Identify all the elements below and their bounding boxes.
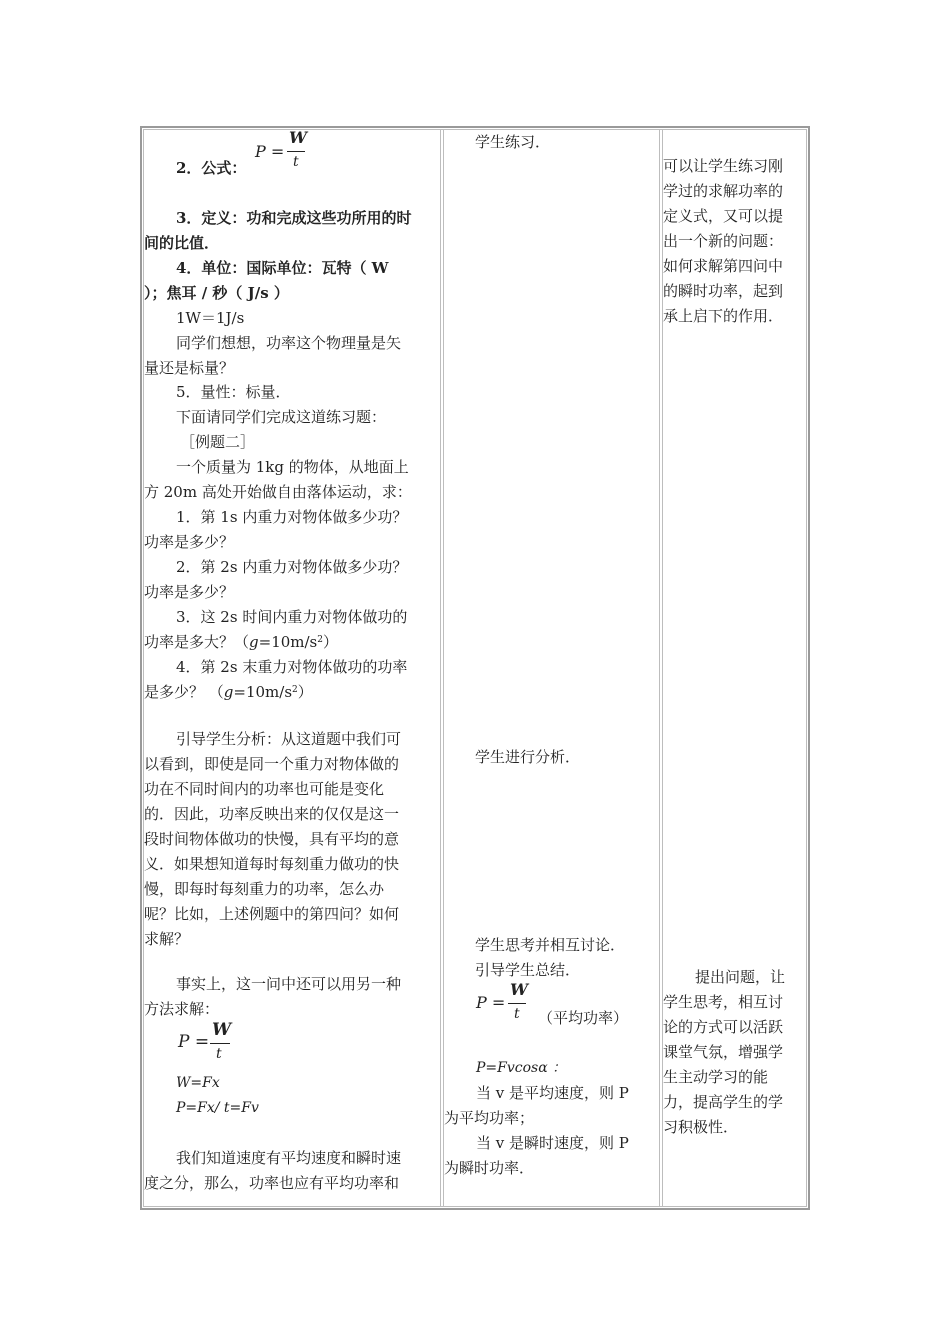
guide-text: 以看到，即使是同一个重力对物体做的: [144, 755, 400, 773]
teaching-note: 承上启下的作用．: [663, 307, 784, 325]
guide-text: 功在不同时间内的功率也可能是变化: [144, 780, 385, 798]
item-5: 5．量性：标量．: [176, 383, 291, 401]
teaching-note: 生主动学习的能: [663, 1068, 769, 1086]
item-3-line: 间的比值．: [144, 234, 220, 252]
teaching-note: 可以让学生练习刚: [663, 157, 784, 175]
guide-text: 慢，即每时每刻重力的功率，怎么办: [144, 880, 385, 898]
question-4: 4．第 2s 末重力对物体做功的功率: [176, 658, 408, 676]
question-line: 同学们想想，功率这个物理量是矢: [176, 334, 402, 352]
instant-power-note: 为瞬时功率．: [444, 1159, 535, 1177]
teaching-note: 课堂气氛，增强学: [663, 1043, 784, 1061]
guide-summary: 引导学生总结．: [475, 961, 581, 979]
teaching-note: 出一个新的问题：: [663, 232, 784, 250]
guide-text: 段时间物体做功的快慢，具有平均的意: [144, 830, 400, 848]
teaching-note: 习积极性．: [663, 1118, 739, 1136]
average-power-label: （平均功率）: [538, 1009, 629, 1027]
power-equation: P=Fx/ t=Fv: [176, 1100, 259, 1116]
guide-text: 求解？: [144, 930, 190, 948]
teaching-note: 提出问题，让: [695, 968, 786, 986]
column-divider: [659, 129, 660, 1207]
question-2: 2．第 2s 内重力对物体做多少功？: [176, 558, 408, 576]
guide-text: 呢？比如，上述例题中的第四问？如何: [144, 905, 400, 923]
power-formula: P = W t: [178, 1020, 232, 1062]
power-formula: P = W t: [476, 980, 528, 1022]
teaching-note: 力，提高学生的学: [663, 1093, 784, 1111]
question-4-line2: 是多少？ $(g=10m/s^2)$: [144, 683, 313, 701]
fact-text: 事实上，这一问中还可以用另一种: [176, 975, 402, 993]
question-3-line2: 功率是多大？$(g=10m/s^2)$: [144, 633, 339, 651]
example-text: 方 20m 高处开始做自由落体运动，求：: [144, 483, 412, 501]
power-formula: P = W t: [255, 128, 307, 170]
question-2: 功率是多少？: [144, 583, 235, 601]
question-1: 1．第 1s 内重力对物体做多少功？: [176, 508, 408, 526]
question-3: 3．这 2s 时间内重力对物体做功的: [176, 608, 408, 626]
item-4-line: 4．单位：国际单位：瓦特（ W: [176, 259, 389, 277]
teaching-note: 的瞬时功率，起到: [663, 282, 784, 300]
average-power-note: 当 v 是平均速度，则 P: [476, 1084, 629, 1102]
student-practice: 学生练习．: [475, 133, 551, 151]
item-3-line: 3．定义：功和完成这些功所用的时: [176, 209, 412, 227]
item-4-line: ）；焦耳 / 秒（ J/s ）: [144, 284, 289, 302]
average-power-note: 为平均功率；: [444, 1109, 535, 1127]
student-discussion: 学生思考并相互讨论．: [475, 936, 626, 954]
practice-intro: 下面请同学们完成这道练习题：: [176, 408, 387, 426]
power-velocity-equation: P=Fvcosα ：: [476, 1060, 567, 1076]
closing-text: 度之分，那么，功率也应有平均功率和: [144, 1174, 400, 1192]
guide-text: 引导学生分析：从这道题中我们可: [176, 730, 402, 748]
fact-text: 方法求解：: [144, 1000, 220, 1018]
teaching-note: 学过的求解功率的: [663, 182, 784, 200]
question-line: 量还是标量？: [144, 359, 235, 377]
work-equation: W=Fx: [176, 1075, 220, 1091]
guide-text: 的．因此，功率反映出来的仅仅是这一: [144, 805, 400, 823]
column-divider: [443, 129, 444, 1207]
closing-text: 我们知道速度有平均速度和瞬时速: [176, 1149, 402, 1167]
unit-equation: 1W＝1J/s: [176, 309, 245, 327]
student-analysis: 学生进行分析．: [475, 748, 581, 766]
guide-text: 义．如果想知道每时每刻重力做功的快: [144, 855, 400, 873]
teaching-note: 论的方式可以活跃: [663, 1018, 784, 1036]
example-title: ［例题二］: [180, 433, 256, 451]
item-2-label: 2．公式：: [176, 159, 247, 177]
teaching-note: 定义式，又可以提: [663, 207, 784, 225]
column-divider: [440, 129, 441, 1207]
question-1: 功率是多少？: [144, 533, 235, 551]
teaching-note: 学生思考，相互讨: [663, 993, 784, 1011]
teaching-note: 如何求解第四问中: [663, 257, 784, 275]
example-text: 一个质量为 1kg 的物体，从地面上: [176, 458, 409, 476]
instant-power-note: 当 v 是瞬时速度，则 P: [476, 1134, 629, 1152]
